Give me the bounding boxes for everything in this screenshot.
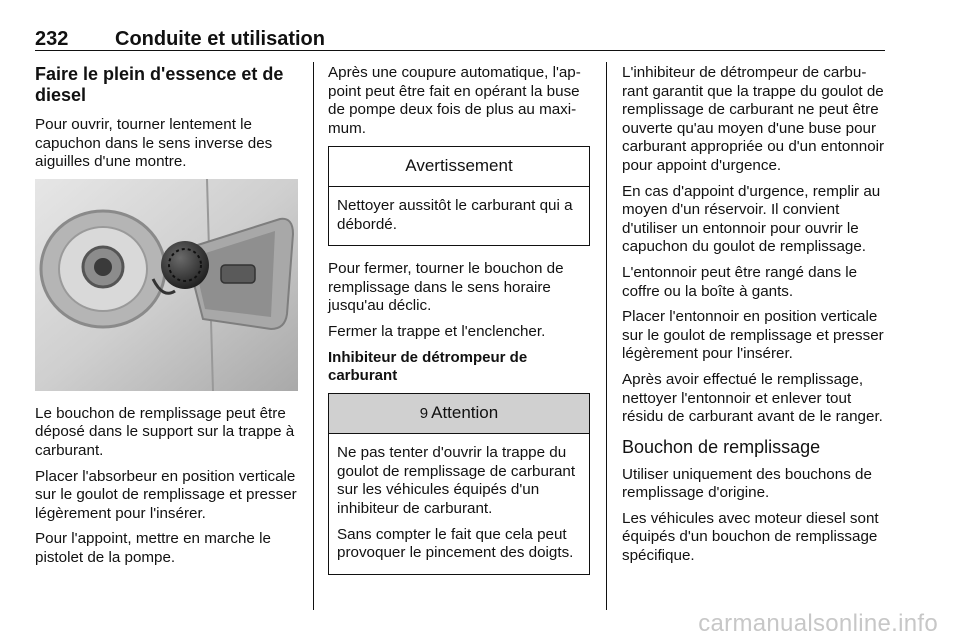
paragraph: L'inhibiteur de détrompeur de carburant garantit que la trappe du goulot de remplissage de carburant ne peut être ouverte qu'au moyen d'une buse pour carburant appropriée ou d'un entonnoir pour appoint d'urgence.	[622, 64, 885, 174]
section-heading-refuel: Faire le plein d'essence et de diesel	[35, 64, 284, 105]
paragraph: Pour ouvrir, tourner lentement le capuchon dans le sens inverse des aiguilles d'une montre.	[35, 116, 273, 171]
paragraph: Les véhicules avec moteur diesel sont équipés d'un bouchon de remplissage spécifique.	[622, 509, 879, 565]
fuel-filler-photo	[35, 179, 298, 391]
paragraph: Le bouchon de remplissage peut être déposé dans le support sur la trappe à carburant.	[35, 404, 295, 459]
attention-box-text: Ne pas tenter d'ouvrir la trappe du goulot de remplissage de carburant sur les véhicules équipés d'un inhibiteur de carburant.	[337, 444, 576, 517]
column-1	[35, 64, 303, 575]
attention-box-header	[329, 394, 589, 435]
warning-box	[328, 146, 590, 246]
warning-box-text: Nettoyer aussitôt le carburant qui a débordé.	[337, 196, 573, 233]
header-rule	[35, 50, 885, 51]
warning-box-title: Avertissement	[329, 147, 589, 187]
paragraph: Pour l'appoint, mettre en marche le pistolet de la pompe.	[35, 530, 271, 566]
section-heading-filler-cap: Bouchon de remplissage	[622, 436, 821, 457]
page-header	[35, 28, 885, 52]
paragraph: En cas d'appoint d'urgence, remplir au moyen d'un réservoir. Il convient d'utiliser un entonnoir pour ouvrir le capuchon du goulot de remplissage.	[622, 182, 881, 256]
column-divider	[606, 62, 607, 610]
attention-box	[328, 393, 590, 575]
paragraph: Utiliser uniquement des bouchons de remplissage d'origine.	[622, 465, 872, 502]
fuel-filler-illustration	[35, 179, 298, 391]
paragraph: Après avoir effectué le remplissage, nettoyer l'entonnoir et enlever tout résidu de carburant avant de le ranger.	[622, 370, 883, 426]
warning-triangle-icon: 9	[419, 404, 429, 422]
paragraph: L'entonnoir peut être rangé dans le coffre ou la boîte à gants.	[622, 263, 858, 300]
paragraph: Fermer la trappe et l'enclencher.	[328, 322, 546, 340]
page-number: 232	[35, 28, 69, 50]
column-3	[622, 64, 887, 573]
chapter-title: Conduite et utilisation	[115, 28, 325, 50]
attention-box-text: Sans compter le fait que cela peut provoquer le pincement des doigts.	[337, 525, 574, 562]
paragraph: Placer l'entonnoir en position verticale sur le goulot de remplissage et presser légèrement pour l'insérer.	[622, 308, 884, 363]
watermark: carmanualsonline.info	[698, 610, 938, 637]
column-divider	[313, 62, 314, 610]
column-2	[328, 64, 590, 589]
paragraph: Pour fermer, tourner le bouchon de remplissage dans le sens horaire jusqu'au déclic.	[328, 260, 564, 315]
attention-box-title: Attention	[431, 402, 499, 422]
paragraph: Placer l'absorbeur en position verticale sur le goulot de remplissage et presser légèrement pour l'insérer.	[35, 467, 297, 522]
paragraph: Après une coupure automatique, l'appoint peut être fait en opérant la buse de pompe deux fois de plus au maximum.	[328, 64, 581, 137]
subheading-inhibitor: Inhibiteur de détrompeur de carburant	[328, 348, 528, 384]
